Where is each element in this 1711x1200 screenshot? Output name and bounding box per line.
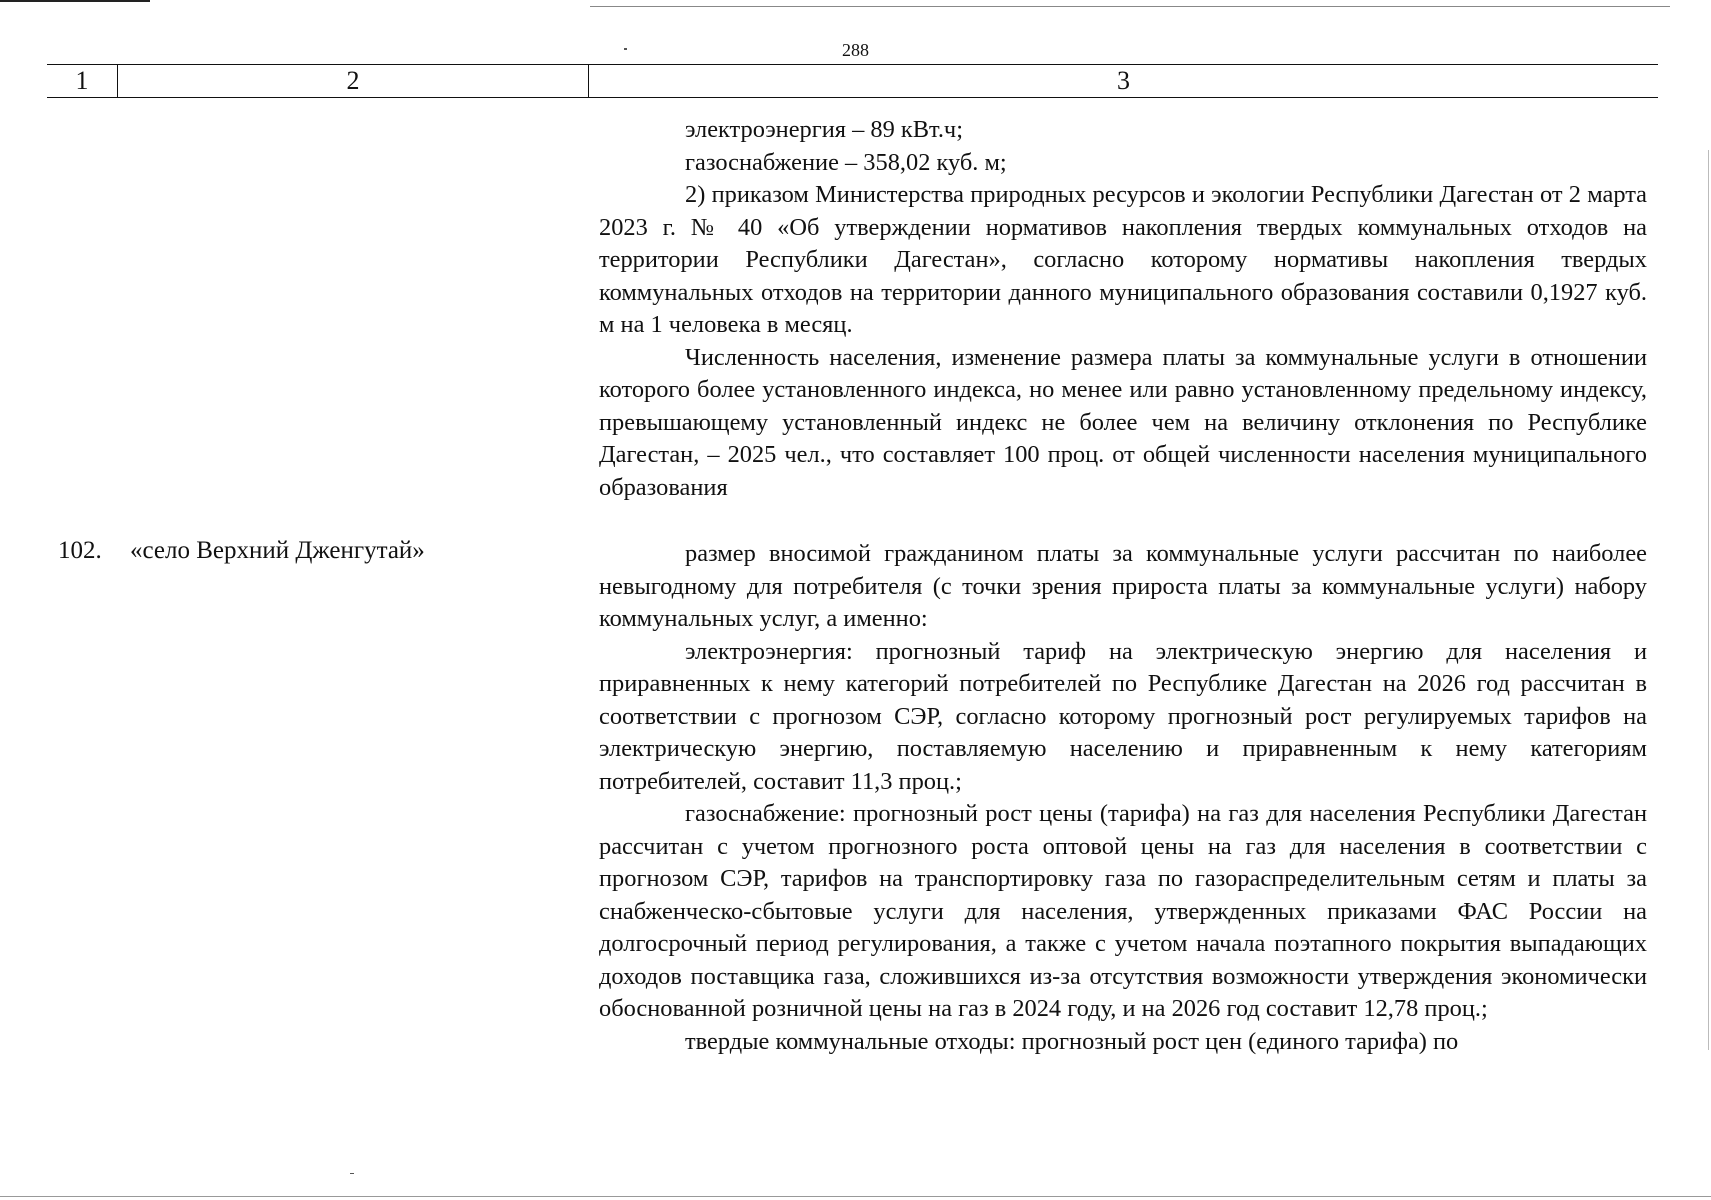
scan-speck (624, 48, 627, 50)
page-number: 288 (842, 40, 869, 60)
continuation-text (599, 114, 1647, 504)
table-header (47, 64, 1658, 98)
bottom-scan-edge (0, 1196, 1711, 1197)
paragraph: Численность населения, изменение размера платы за коммунальные услуги в отношении которого более установленного индекса, но менее или равно установленному предельному индексу, превышающему установленный индекс не более чем на величину отклонения по Республике Дагестан, – 2025 чел., что составляет 100 проц. от общей численности населения муниципального образования (599, 343, 1647, 501)
top-scan-edge-right (590, 6, 1670, 7)
paragraph: газоснабжение – 358,02 куб. м; (685, 148, 1007, 176)
paragraph: электроэнергия: прогнозный тариф на электрическую энергию для населения и приравненных к нему категорий потребителей по Республике Дагестан на 2026 год рассчитан в соответствии с прогнозом СЭР, согласно которому прогнозный рост регулируемых тарифов на электрическую энергию, поставляемую населению и приравненным к нему категориям потребителей, составит 11,3 проц.; (599, 637, 1647, 795)
scan-speck (350, 1173, 354, 1174)
header-col-2: 2 (117, 65, 589, 97)
header-col-3: 3 (1117, 66, 1130, 95)
entry-number: 102. (58, 537, 102, 564)
municipality-name: «село Верхний Дженгутай» (130, 537, 425, 564)
paragraph: твердые коммунальные отходы: прогнозный рост цен (единого тарифа) по (685, 1027, 1459, 1055)
paragraph: электроэнергия – 89 кВт.ч; (685, 116, 963, 143)
header-col-1: 1 (47, 65, 118, 97)
paragraph: газоснабжение: прогнозный рост цены (тарифа) на газ для населения Республики Дагестан рассчитан с учетом прогнозного роста оптовой цены на газ для населения в соответствии с прогнозом СЭР, тарифов на транспортировку газа по газораспределительным сетям и платы за снабженческо-сбытовые услуги для населения, утвержденных приказами ФАС России на долгосрочный период регулирования, а также с учетом начала поэтапного покрытия выпадающих доходов поставщика газа, сложившихся из-за отсутствия возможности утверждения экономически обоснованной розничной цены на газ в 2024 году, и на 2026 год составит 12,78 проц.; (599, 800, 1647, 1022)
top-scan-edge (0, 0, 150, 2)
paragraph: размер вносимой гражданином платы за коммунальные услуги рассчитан по наиболее невыгодному для потребителя (с точки зрения прироста платы за коммунальные услуги) набору коммунальных услуг, а именно: (599, 540, 1647, 632)
entry-text (599, 538, 1647, 1058)
paragraph: 2) приказом Министерства природных ресурсов и экологии Республики Дагестан от 2 марта 2023 г. № 40 «Об утверждении нормативов накопления твердых коммунальных отходов на территории Республики Дагестан», согласно которому нормативы накопления твердых коммунальных отходов на территории данного муниципального образования составили 0,1927 куб. м на 1 человека в месяц. (599, 181, 1647, 338)
right-scan-edge (1708, 150, 1709, 1050)
